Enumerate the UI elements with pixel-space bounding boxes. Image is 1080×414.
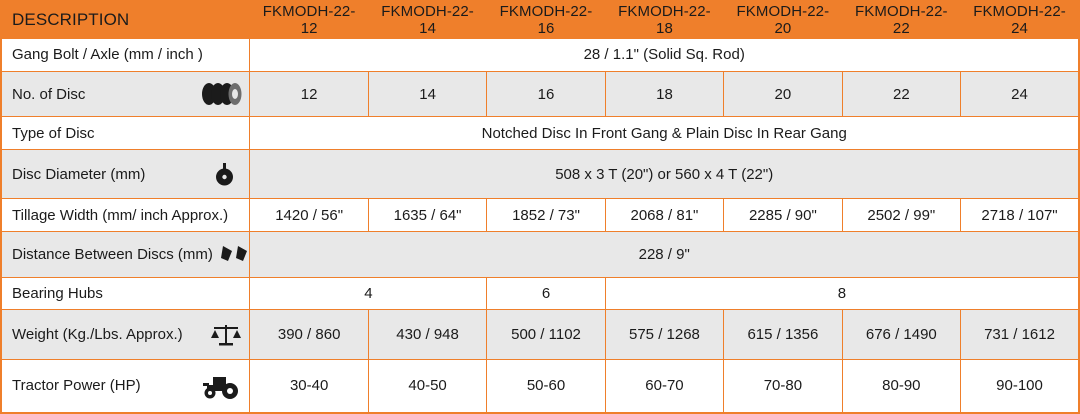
cell-no-of-disc: 14 <box>368 71 486 117</box>
row-label-tillage-width <box>1 199 250 232</box>
column-header-model-1: FKMODH-22-12 <box>250 1 368 39</box>
cell-tractor-power: 30-40 <box>250 359 368 413</box>
discs-icon <box>197 82 243 106</box>
row-label-bearing-hubs <box>1 277 250 310</box>
cell-weight: 500 / 1102 <box>487 310 605 359</box>
cell-distance-between-discs-value: 228 / 9" <box>250 232 1079 278</box>
column-header-model-5: FKMODH-22-20 <box>724 1 842 39</box>
cell-bearing-hubs: 4 <box>250 277 487 310</box>
cell-weight: 731 / 1612 <box>961 310 1079 359</box>
row-label-type-of-disc <box>1 117 250 150</box>
table-row <box>1 277 1079 310</box>
cell-bearing-hubs: 8 <box>605 277 1079 310</box>
row-label-text: Tillage Width (mm/ inch Approx.) <box>12 206 229 224</box>
row-label-text: Bearing Hubs <box>12 285 103 303</box>
tractor-icon <box>199 372 243 400</box>
row-label-weight <box>1 310 250 359</box>
row-label-distance-between-discs <box>1 232 250 278</box>
column-header-model-4: FKMODH-22-18 <box>605 1 723 39</box>
row-label-no-of-disc <box>1 71 250 117</box>
cell-tractor-power: 70-80 <box>724 359 842 413</box>
column-header-model-3: FKMODH-22-16 <box>487 1 605 39</box>
cell-tractor-power: 80-90 <box>842 359 960 413</box>
cell-no-of-disc: 12 <box>250 71 368 117</box>
cell-tractor-power: 40-50 <box>368 359 486 413</box>
row-label-text: Disc Diameter (mm) <box>12 165 146 183</box>
cell-weight: 615 / 1356 <box>724 310 842 359</box>
row-label-text: No. of Disc <box>12 85 86 103</box>
cell-no-of-disc: 18 <box>605 71 723 117</box>
row-label-tractor-power <box>1 359 250 413</box>
table-row <box>1 150 1079 199</box>
column-header-description: DESCRIPTION <box>1 1 250 39</box>
row-label-text: Weight (Kg./Lbs. Approx.) <box>12 326 183 344</box>
table-body <box>1 39 1079 414</box>
cell-tillage-width: 2718 / 107" <box>961 199 1079 232</box>
cell-tractor-power: 60-70 <box>605 359 723 413</box>
cell-tractor-power: 90-100 <box>961 359 1079 413</box>
cell-gang-bolt-value: 28 / 1.1" (Solid Sq. Rod) <box>250 39 1079 72</box>
cell-weight: 676 / 1490 <box>842 310 960 359</box>
cell-tillage-width: 2068 / 81" <box>605 199 723 232</box>
cell-weight: 390 / 860 <box>250 310 368 359</box>
cell-weight: 575 / 1268 <box>605 310 723 359</box>
table-row <box>1 359 1079 413</box>
disc-diameter-icon <box>207 161 243 187</box>
cell-weight: 430 / 948 <box>368 310 486 359</box>
table-row <box>1 39 1079 72</box>
cell-bearing-hubs: 6 <box>487 277 605 310</box>
cell-tractor-power: 50-60 <box>487 359 605 413</box>
cell-type-of-disc-value: Notched Disc In Front Gang & Plain Disc In Rear Gang <box>250 117 1079 150</box>
cell-tillage-width: 1635 / 64" <box>368 199 486 232</box>
table-row <box>1 232 1079 278</box>
column-header-model-2: FKMODH-22-14 <box>368 1 486 39</box>
table-row <box>1 117 1079 150</box>
row-label-text: Tractor Power (HP) <box>12 377 141 395</box>
row-label-text: Gang Bolt / Axle (mm / inch ) <box>12 46 203 64</box>
cell-tillage-width: 1852 / 73" <box>487 199 605 232</box>
cell-no-of-disc: 16 <box>487 71 605 117</box>
table-header <box>1 1 1079 39</box>
row-label-text: Type of Disc <box>12 124 95 142</box>
table-row <box>1 199 1079 232</box>
table-row <box>1 310 1079 359</box>
cell-tillage-width: 2502 / 99" <box>842 199 960 232</box>
cell-tillage-width: 2285 / 90" <box>724 199 842 232</box>
cell-no-of-disc: 22 <box>842 71 960 117</box>
row-label-gang-bolt <box>1 39 250 72</box>
table-row <box>1 71 1079 117</box>
header-row <box>1 1 1079 39</box>
cell-no-of-disc: 24 <box>961 71 1079 117</box>
row-label-disc-diameter <box>1 150 250 199</box>
row-label-text: Distance Between Discs (mm) <box>12 245 213 263</box>
cell-tillage-width: 1420 / 56" <box>250 199 368 232</box>
cell-no-of-disc: 20 <box>724 71 842 117</box>
disc-spacing-icon <box>219 242 253 266</box>
column-header-model-6: FKMODH-22-22 <box>842 1 960 39</box>
cell-disc-diameter-value: 508 x 3 T (20") or 560 x 4 T (22") <box>250 150 1079 199</box>
scale-icon <box>209 322 243 348</box>
column-header-model-7: FKMODH-22-24 <box>961 1 1079 39</box>
